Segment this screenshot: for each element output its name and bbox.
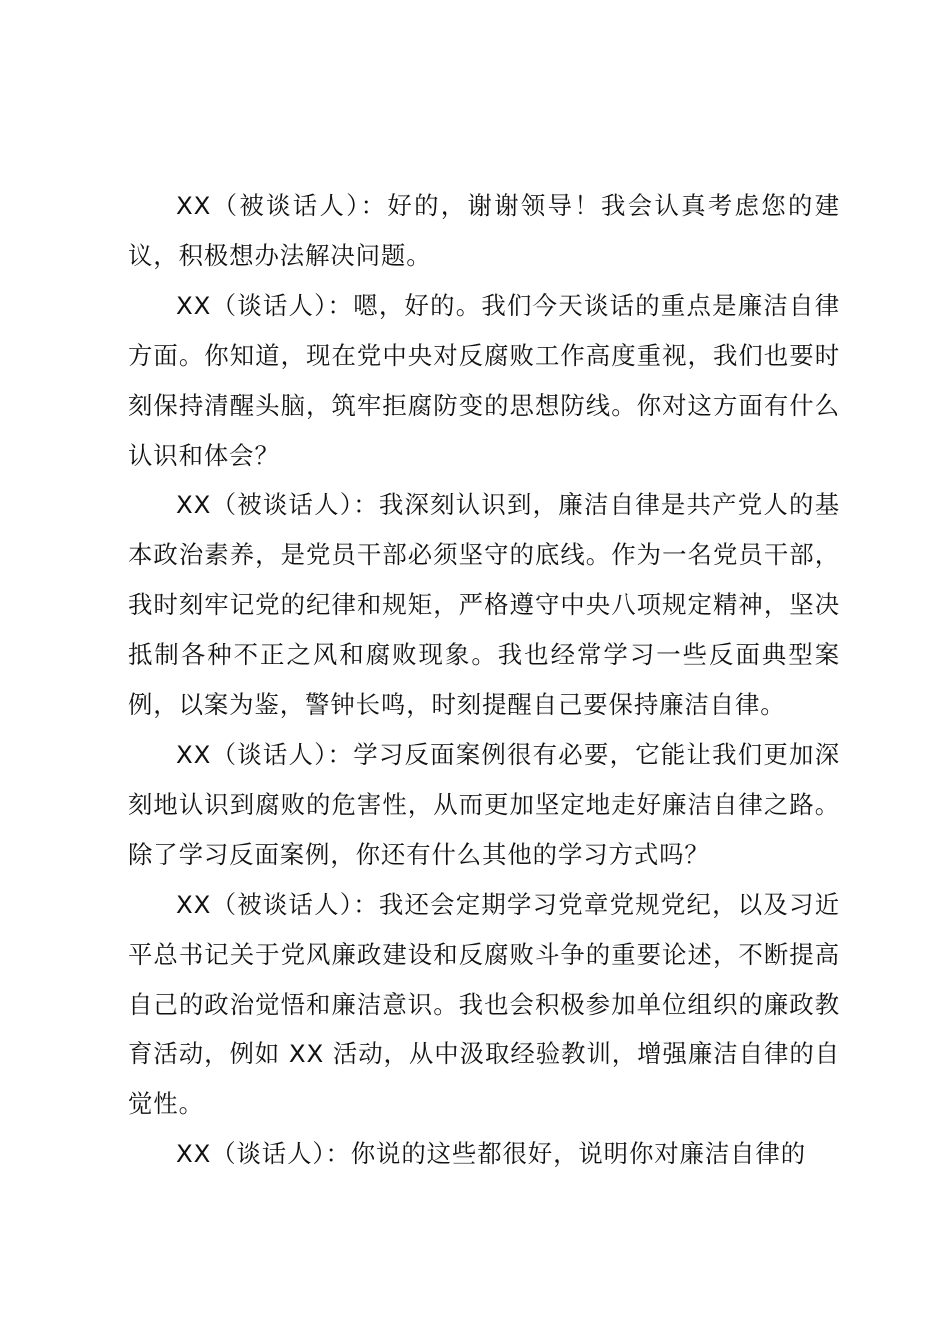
paragraph-interviewer-integrity-topic: XX（谈话人）：嗯，好的。我们今天谈话的重点是廉洁自律方面。你知道，现在党中央对反腐败工作高度重视，我们也要时刻保持清醒头脑，筑牢拒腐防变的思想防线。你对这方面有什么认识和体会？	[128, 290, 840, 470]
document-page	[128, 181, 840, 1179]
paragraph-interviewer-learning-question: XX（谈话人）：学习反面案例很有必要，它能让我们更加深刻地认识到腐败的危害性，从而更加坚定地走好廉洁自律之路。除了学习反面案例，你还有什么其他的学习方式吗？	[128, 739, 840, 869]
paragraph-interviewee-thanks: XX（被谈话人）：好的，谢谢领导！我会认真考虑您的建议，积极想办法解决问题。	[128, 191, 840, 270]
paragraph-interviewer-response: XX（谈话人）：你说的这些都很好，说明你对廉洁自律的	[176, 1139, 806, 1169]
paragraph-interviewee-understanding: XX（被谈话人）：我深刻认识到，廉洁自律是共产党人的基本政治素养，是党员干部必须坚守的底线。作为一名党员干部，我时刻牢记党的纪律和规矩，严格遵守中央八项规定精神，坚决抵制各种不正之风和腐败现象。我也经常学习一些反面典型案例，以案为鉴，警钟长鸣，时刻提醒自己要保持廉洁自律。	[128, 490, 840, 720]
paragraph-interviewee-learning-methods: XX（被谈话人）：我还会定期学习党章党规党纪，以及习近平总书记关于党风廉政建设和反腐败斗争的重要论述，不断提高自己的政治觉悟和廉洁意识。我也会积极参加单位组织的廉政教育活动，例如 XX 活动，从中汲取经验教训，增强廉洁自律的自觉性。	[128, 889, 840, 1119]
